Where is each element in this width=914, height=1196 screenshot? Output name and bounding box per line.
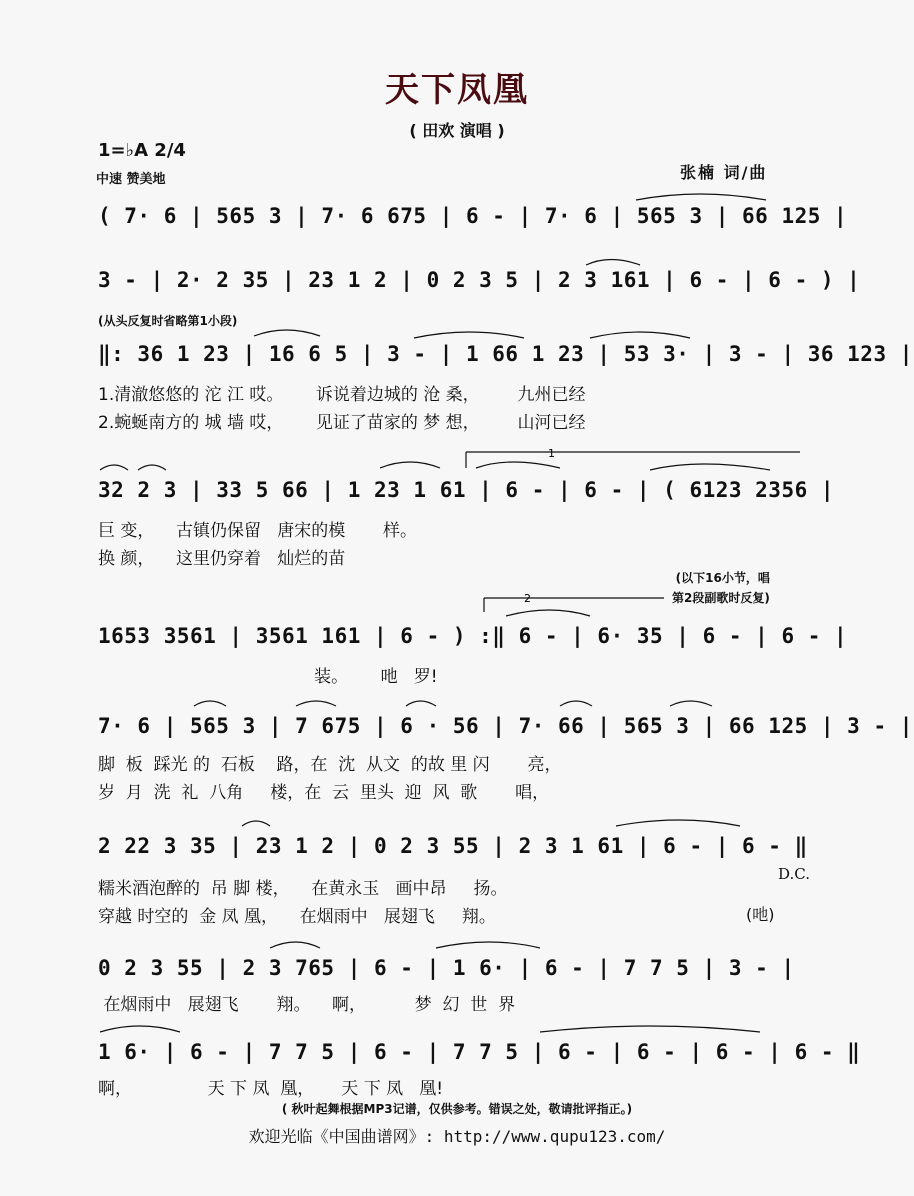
volta-2-bracket xyxy=(484,592,664,612)
lyrics-row-3-verse-2: 2.蜿蜒南方的 城 墙 哎， 见证了苗家的 梦 想， 山河已经 xyxy=(98,413,586,433)
notation-row-1: ( 7· 6 | 565 3 | 7· 6 675 | 6 - | 7· 6 | 565 3 | 66 125 | xyxy=(98,204,848,228)
lyrics-row-6-verse-1: 脚 板 踩光 的 石板 路，在 沈 从文 的故 里 闪 亮， xyxy=(98,755,562,775)
notation-row-3: ‖: 36 1 23 | 16 6 5 | 3 - | 1 66 1 23 | 53 3· | 3 - | 36 123 | xyxy=(98,342,913,366)
volta-2-label: 2 xyxy=(524,592,531,605)
lyrics-row-7-verse-2: 穿越 时空的 金 凤 凰， 在烟雨中 展翅飞 翔。 xyxy=(98,907,496,927)
notation-row-5: 1653 3561 | 3561 161 | 6 - ) :‖ 6 - | 6· 35 | 6 - | 6 - | xyxy=(98,624,848,648)
lyrics-row-9: 啊， 天 下 凤 凰， 天 下 凤 凰! xyxy=(98,1079,444,1099)
lyrics-row-7-verse-1: 糯米酒泡醉的 吊 脚 楼， 在黄永玉 画中昂 扬。 xyxy=(98,879,508,899)
lyrics-row-8: 在烟雨中 展翅飞 翔。 啊， 梦 幻 世 界 xyxy=(98,995,516,1015)
notation-row-6: 7· 6 | 565 3 | 7 675 | 6 · 56 | 7· 66 | 565 3 | 66 125 | 3 - | xyxy=(98,714,913,738)
lyrics-row-4-verse-2: 换 颜， 这里仍穿着 灿烂的苗 xyxy=(98,549,346,569)
lyrics-row-6-verse-2: 岁 月 洗 礼 八角 楼，在 云 里头 迎 风 歌 唱， xyxy=(98,783,550,803)
lyrics-row-5: 装。 吔 罗! xyxy=(98,667,438,687)
repeat-note: (从头反复时省略第1小段) xyxy=(98,314,238,328)
lyrics-row-3-verse-1: 1.清澈悠悠的 沱 江 哎。 诉说着边城的 沧 桑， 九州已经 xyxy=(98,385,586,405)
tempo-marking: 中速 赞美地 xyxy=(96,172,166,187)
singer-credit: ( 田欢 演唱 ) xyxy=(409,121,505,140)
notation-row-4: 32 2 3 | 33 5 66 | 1 23 1 61 | 6 - | 6 - | ( 6123 2356 | xyxy=(98,478,835,502)
notation-row-2: 3 - | 2· 2 35 | 23 1 2 | 0 2 3 5 | 2 3 161 | 6 - | 6 - ) | xyxy=(98,268,861,292)
song-title: 天下凤凰 xyxy=(385,70,529,110)
refrain-note: (以下16小节，唱 第2段副歌时反复) xyxy=(672,571,770,605)
volta-1-bracket xyxy=(466,447,800,468)
key-signature: 1=♭A 2/4 xyxy=(98,140,186,161)
dc-marking: D.C. xyxy=(778,865,810,883)
notation-row-8: 0 2 3 55 | 2 3 765 | 6 - | 1 6· | 6 - | 7 7 5 | 3 - | xyxy=(98,956,795,980)
lyrics-row-4-verse-1: 巨 变， 古镇仍保留 唐宋的模 样。 xyxy=(98,521,418,541)
notation-row-7: 2 22 3 35 | 23 1 2 | 0 2 3 55 | 2 3 1 61 | 6 - | 6 - ‖ xyxy=(98,834,808,858)
hei-marking: (吔) xyxy=(746,905,775,924)
transcription-footnote: ( 秋叶起舞根据MP3记谱，仅供参考。错误之处，敬请批评指正。) xyxy=(281,1102,633,1116)
notation-row-9: 1 6· | 6 - | 7 7 5 | 6 - | 7 7 5 | 6 - | 6 - | 6 - | 6 - ‖ xyxy=(98,1040,861,1064)
volta-1-label: 1 xyxy=(548,447,555,460)
author-credit: 张楠 词/曲 xyxy=(680,163,768,182)
website-footer: 欢迎光临《中国曲谱网》: http://www.qupu123.com/ xyxy=(248,1127,666,1146)
